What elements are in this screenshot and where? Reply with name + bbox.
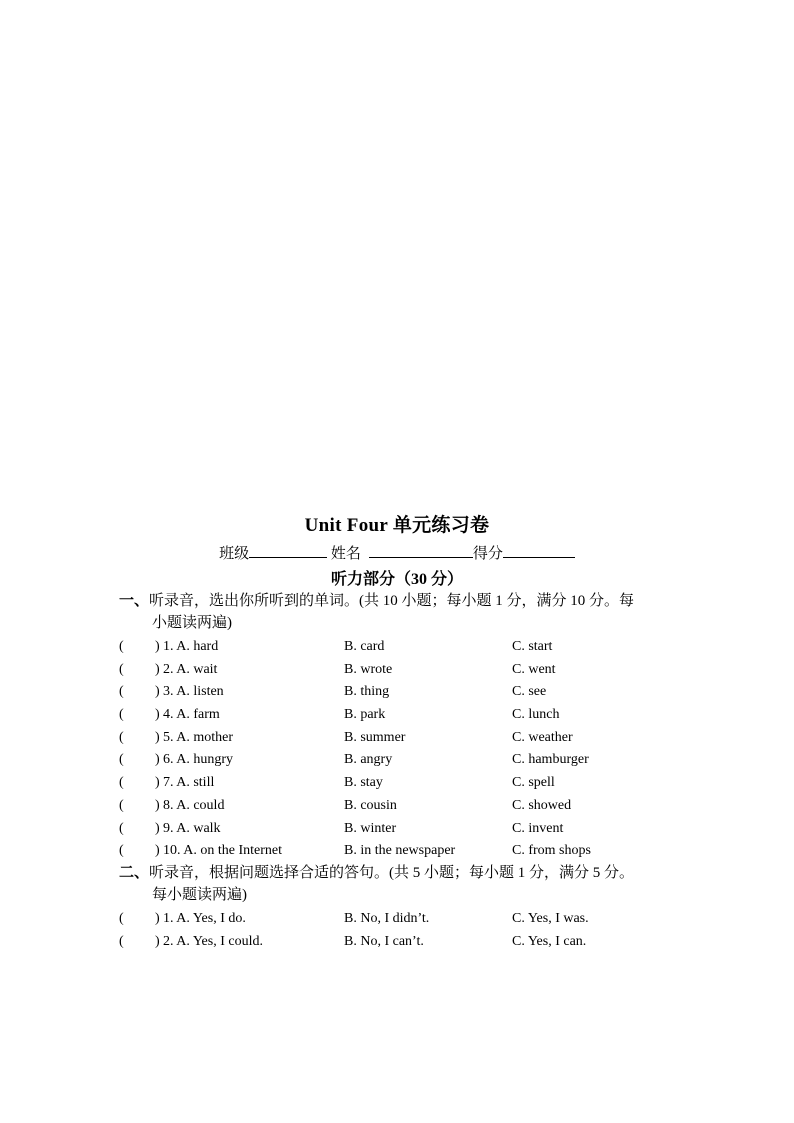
- answer-paren-open: (: [119, 707, 124, 723]
- answer-paren-close: ): [155, 775, 160, 791]
- question-row: [119, 749, 679, 772]
- option-c: C. spell: [512, 775, 555, 791]
- option-c: C. Yes, I was.: [512, 911, 589, 926]
- option-a: 8. A. could: [163, 797, 225, 813]
- part1-number: 一、: [119, 593, 150, 609]
- option-b: B. card: [344, 639, 385, 654]
- answer-paren-close: ): [155, 661, 160, 677]
- option-c: C. went: [512, 661, 556, 677]
- exam-title: Unit Four 单元练习卷: [304, 515, 490, 536]
- option-a: 6. A. hungry: [163, 752, 233, 768]
- option-a: 7. A. still: [163, 775, 215, 791]
- option-b: B. wrote: [344, 661, 393, 677]
- answer-paren-close: ): [155, 843, 160, 859]
- option-c: C. from shops: [512, 843, 591, 859]
- score-blank: [503, 543, 575, 558]
- listening-section-header: 听力部分（30 分）: [330, 571, 463, 588]
- option-c: C. lunch: [512, 707, 560, 723]
- answer-paren-open: (: [119, 797, 124, 813]
- part1-instruction-line2: 小题读两遍): [152, 615, 232, 631]
- part2-instruction-line2: 每小题读两遍): [152, 887, 247, 903]
- answer-paren-open: (: [119, 933, 124, 949]
- question-row: [119, 636, 679, 659]
- answer-paren-open: (: [119, 729, 124, 745]
- question-row: [119, 908, 679, 931]
- part2-number: 二、: [119, 865, 150, 881]
- name-blank: [369, 543, 473, 558]
- option-c: C. showed: [512, 797, 572, 813]
- option-a: 3. A. listen: [163, 684, 224, 700]
- option-b: B. stay: [344, 775, 383, 791]
- option-c: C. see: [512, 684, 547, 700]
- option-b: B. No, I can’t.: [344, 933, 424, 949]
- answer-paren-open: (: [119, 820, 124, 836]
- question-row: [119, 681, 679, 704]
- answer-paren-close: ): [155, 911, 160, 926]
- answer-paren-open: (: [119, 843, 124, 859]
- option-b: B. summer: [344, 729, 406, 745]
- option-c: C. start: [512, 639, 553, 654]
- part1-instruction-line1: 听录音，选出你所听到的单词。(共 10 小题；每小题 1 分，满分 10 分。每: [149, 593, 635, 609]
- part1-question-list: [119, 636, 679, 863]
- part2-instruction: [119, 862, 689, 906]
- answer-paren-open: (: [119, 639, 124, 654]
- part1-instruction: [119, 590, 689, 634]
- answer-paren-open: (: [119, 911, 124, 926]
- option-a: 1. A. hard: [163, 639, 219, 654]
- option-a: 1. A. Yes, I do.: [163, 911, 246, 926]
- answer-paren-close: ): [155, 797, 160, 813]
- question-row: [119, 840, 679, 863]
- option-a: 10. A. on the Internet: [163, 843, 282, 859]
- answer-paren-close: ): [155, 684, 160, 700]
- answer-paren-open: (: [119, 661, 124, 677]
- answer-paren-close: ): [155, 729, 160, 745]
- score-label: 得分: [472, 546, 503, 562]
- option-c: C. weather: [512, 729, 573, 745]
- class-label: 班级: [219, 546, 250, 562]
- option-a: 9. A. walk: [163, 820, 221, 836]
- question-row: [119, 772, 679, 795]
- question-row: [119, 727, 679, 750]
- answer-paren-close: ): [155, 752, 160, 768]
- option-c: C. invent: [512, 820, 564, 836]
- option-a: 4. A. farm: [163, 707, 220, 723]
- option-a: 2. A. wait: [163, 661, 218, 677]
- option-b: B. in the newspaper: [344, 843, 456, 859]
- option-b: B. angry: [344, 752, 393, 768]
- question-row: [119, 659, 679, 682]
- answer-paren-open: (: [119, 752, 124, 768]
- part2-instruction-line1: 听录音，根据问题选择合适的答句。(共 5 小题；每小题 1 分，满分 5 分。: [149, 865, 635, 881]
- answer-paren-close: ): [155, 820, 160, 836]
- option-b: B. No, I didn’t.: [344, 911, 430, 926]
- part2-question-list: [119, 908, 679, 953]
- question-row: [119, 818, 679, 841]
- question-row: [119, 931, 679, 954]
- question-row: [119, 795, 679, 818]
- class-blank: [249, 543, 327, 558]
- name-label: 姓名: [330, 546, 361, 562]
- option-c: C. hamburger: [512, 752, 589, 768]
- answer-paren-close: ): [155, 707, 160, 723]
- answer-paren-close: ): [155, 639, 160, 654]
- option-b: B. thing: [344, 684, 390, 700]
- option-c: C. Yes, I can.: [512, 933, 587, 949]
- option-a: 2. A. Yes, I could.: [163, 933, 263, 949]
- answer-paren-open: (: [119, 775, 124, 791]
- question-row: [119, 704, 679, 727]
- student-info-line: [0, 542, 794, 563]
- option-a: 5. A. mother: [163, 729, 233, 745]
- option-b: B. winter: [344, 820, 397, 836]
- option-b: B. park: [344, 707, 386, 723]
- answer-paren-open: (: [119, 684, 124, 700]
- answer-paren-close: ): [155, 933, 160, 949]
- option-b: B. cousin: [344, 797, 397, 813]
